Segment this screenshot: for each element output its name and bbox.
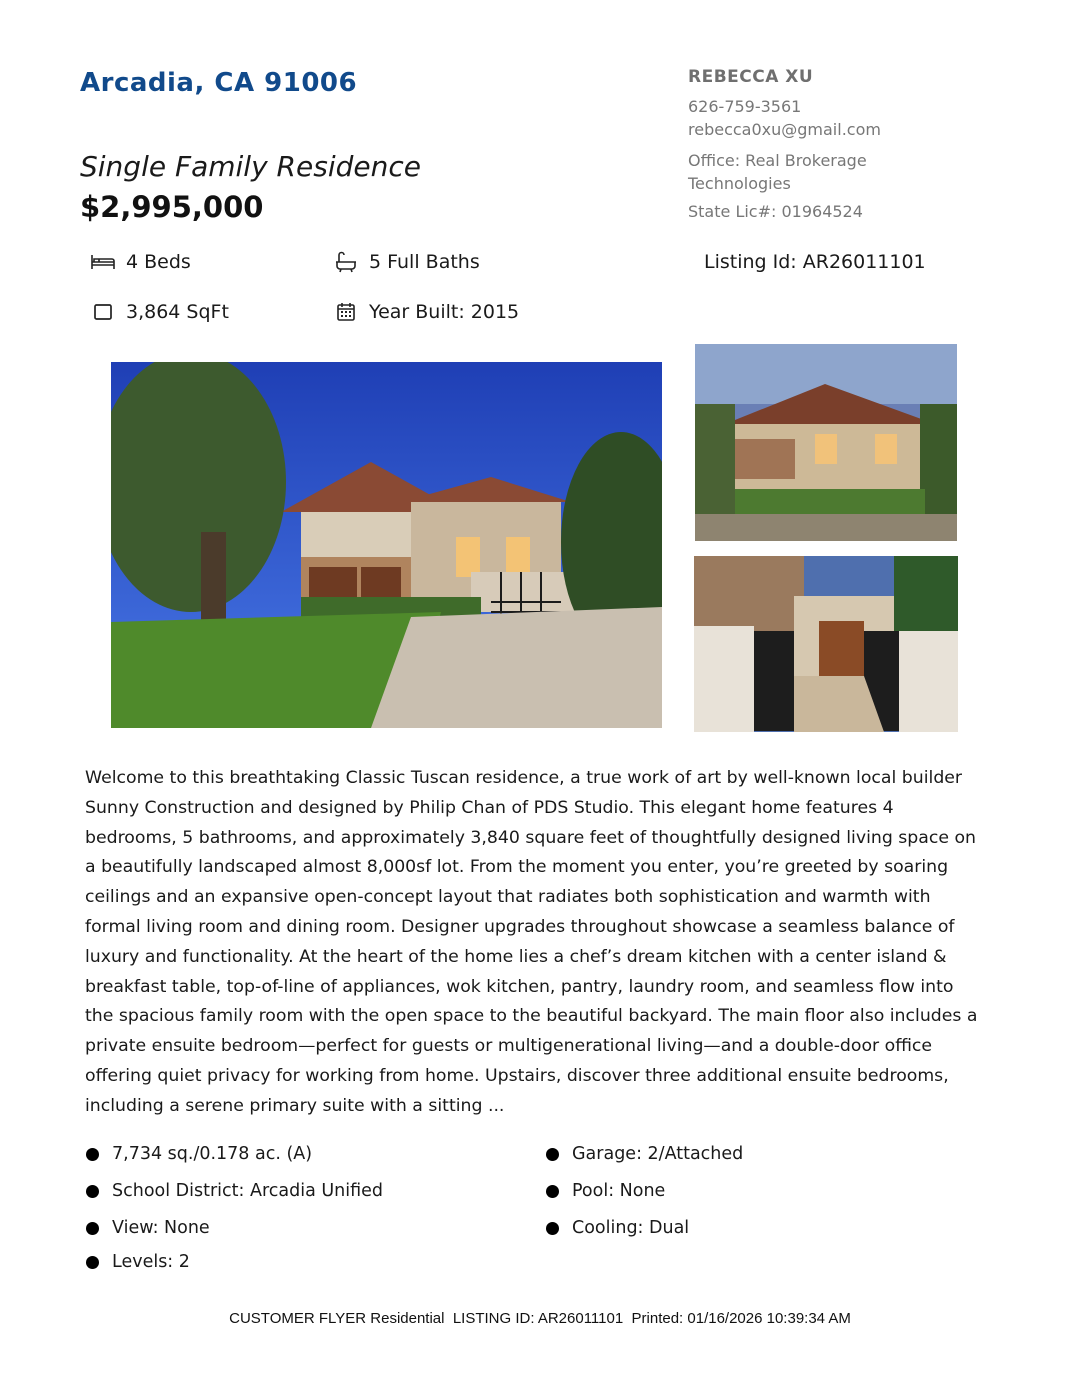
main-photo[interactable]: [111, 362, 662, 728]
bullet-icon: [546, 1148, 559, 1161]
bullet-icon: [546, 1185, 559, 1198]
feature-cooling: Cooling: Dual: [546, 1218, 689, 1238]
agent-info: [688, 66, 888, 223]
bathtub-icon: [333, 251, 359, 273]
agent-phone[interactable]: 626-759-3561: [688, 97, 802, 116]
footer-print-info: CUSTOMER FLYER Residential LISTING ID: AR26011101 Printed: 01/16/2026 10:39:34 AM: [229, 1310, 851, 1327]
location-title: Arcadia, CA 91006: [80, 68, 358, 98]
side-photo-2[interactable]: [694, 556, 958, 732]
sqft-stat: [90, 301, 229, 323]
bullet-icon: [546, 1222, 559, 1235]
bullet-icon: [86, 1185, 99, 1198]
feature-view: View: None: [86, 1218, 210, 1238]
sqft-label: 3,864 SqFt: [126, 301, 229, 323]
bed-icon: [90, 251, 116, 273]
beds-stat: [90, 251, 191, 273]
year-built-label: Year Built: 2015: [369, 301, 520, 323]
bullet-icon: [86, 1256, 99, 1269]
property-description: Welcome to this breathtaking Classic Tuscan residence, a true work of art by well-known local builder Sunny Construction and designed by Philip Chan of PDS Studio. This elegant home features 4 bedrooms, 5 bathrooms, and approximately 3,840 square feet of thoughtfully designed living space on a beautifully landscaped almost 8,000sf lot. From the moment you enter, you’re greeted by soaring ceilings and an expansive open-concept layout that radiates both sophistication and warmth with formal living room and dining room. Designer upgrades throughout showcase a seamless balance of luxury and functionality. At the heart of the home lies a chef’s dream kitchen with a center island & breakfast table, top-of-line of appliances, wok kitchen, pantry, laundry room, and seamless flow into the spacious family room with the open space to the beautiful backyard. The main floor also includes a private ensuite bedroom—perfect for guests or multigenerational living—and a double-door office offering quiet privacy for working from home. Upstairs, discover three additional ensuite bedrooms, including a serene primary suite with a sitting ...: [85, 768, 978, 1116]
property-type: Single Family Residence: [80, 150, 421, 183]
bullet-icon: [86, 1148, 99, 1161]
year-built-stat: [333, 301, 519, 323]
agent-email[interactable]: rebecca0xu@gmail.com: [688, 120, 881, 139]
feature-levels: Levels: 2: [86, 1252, 190, 1272]
price: $2,995,000: [80, 190, 264, 224]
feature-lot-size: 7,734 sq./0.178 ac. (A): [86, 1144, 312, 1164]
baths-label: 5 Full Baths: [369, 251, 480, 273]
bullet-icon: [86, 1222, 99, 1235]
feature-school-district: School District: Arcadia Unified: [86, 1181, 383, 1201]
square-icon: [90, 301, 116, 323]
feature-pool: Pool: None: [546, 1181, 665, 1201]
calendar-icon: [333, 301, 359, 323]
agent-name: REBECCA XU: [688, 67, 814, 87]
beds-label: 4 Beds: [126, 251, 191, 273]
feature-garage: Garage: 2/Attached: [546, 1144, 743, 1164]
listing-id: Listing Id: AR26011101: [704, 251, 926, 273]
agent-office: Office: Real Brokerage Technologies: [688, 151, 867, 193]
agent-license: State Lic#: 01964524: [688, 202, 863, 221]
baths-stat: [333, 251, 480, 273]
side-photo-1[interactable]: [695, 344, 957, 541]
